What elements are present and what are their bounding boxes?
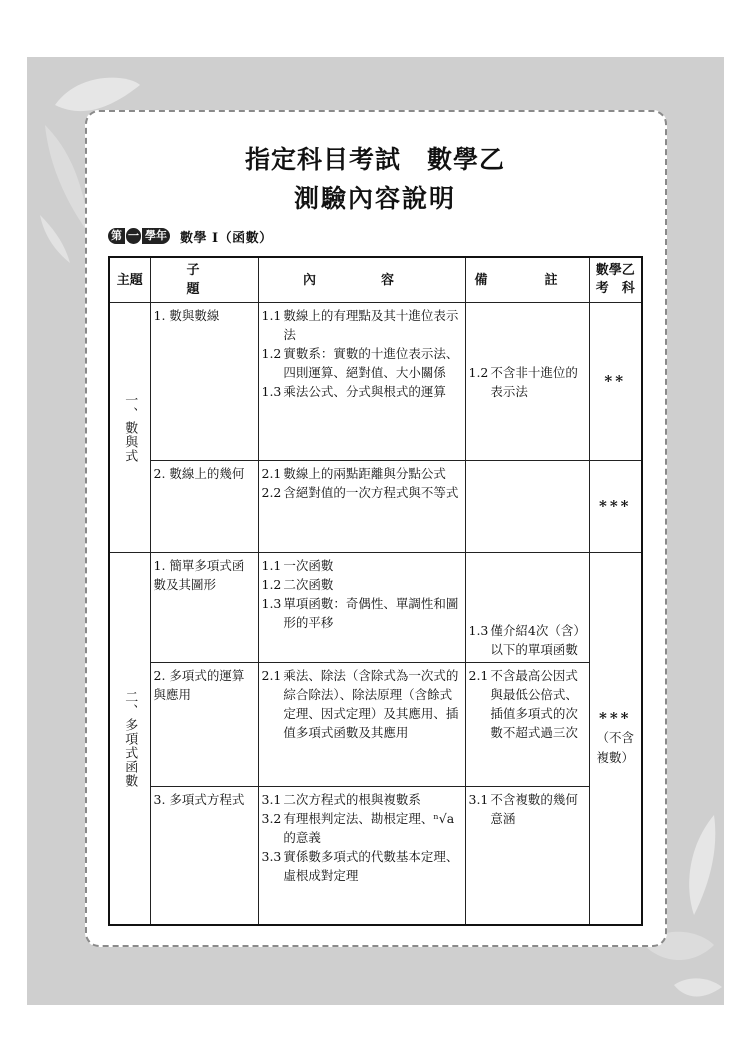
unit-header: [108, 226, 273, 246]
table-row: [109, 663, 642, 787]
note-text: 僅介紹4次（含）以下的單項函數: [490, 623, 580, 657]
content-text: 一次函數: [283, 558, 334, 573]
content-num: 2.1: [261, 668, 282, 683]
note-num: 1.3: [468, 623, 489, 638]
note-cell: [465, 461, 589, 553]
content-num: 1.2: [261, 346, 282, 361]
content-text: 有理根判定法、勘根定理、ⁿ√a 的意義: [283, 811, 455, 845]
badge-part-1: 第: [108, 228, 125, 244]
content-item: [262, 666, 462, 742]
subtopic-name: 2. 數線上的幾何: [150, 461, 258, 553]
badge-part-3: 學年: [142, 228, 170, 244]
content-num: 1.1: [261, 308, 282, 323]
subtopic-name: 3. 多項式方程式: [150, 787, 258, 926]
table-row: [109, 787, 642, 926]
content-cell: [258, 461, 465, 553]
content-text: 數線上的兩點距離與分點公式: [283, 466, 446, 481]
header-level-line2: 考 科: [595, 281, 635, 296]
content-text: 單項函數：奇偶性、單調性和圖形的平移: [283, 596, 459, 630]
content-num: 1.1: [261, 558, 282, 573]
note-num: 3.1: [468, 792, 489, 807]
content-item: [262, 382, 462, 401]
note-item: [469, 790, 586, 828]
header-level: [589, 257, 642, 303]
content-num: 1.3: [261, 596, 282, 611]
content-cell: [258, 553, 465, 663]
header-level-line1: 數學乙: [595, 263, 635, 278]
note-item: [469, 666, 586, 742]
note-item: [469, 363, 586, 401]
content-text: 二次方程式的根與複數系: [283, 792, 421, 807]
level-stars: ***: [598, 709, 632, 727]
content-text: 二次函數: [283, 577, 334, 592]
note-num: 2.1: [468, 668, 489, 683]
note-text: 不含複數的幾何意涵: [490, 792, 578, 826]
content-text: 含絕對值的一次方程式與不等式: [283, 485, 459, 500]
content-cell: [258, 303, 465, 461]
note-num: 1.2: [468, 364, 489, 380]
header-subtopic: 子 題: [150, 257, 258, 303]
header-notes: 備 註: [465, 257, 589, 303]
content-text: 數線上的有理點及其十進位表示法: [283, 308, 459, 342]
content-num: 2.1: [261, 466, 282, 481]
content-text: 實數系：實數的十進位表示法、四則運算、絕對值、大小關係: [283, 346, 459, 380]
content-num: 2.2: [261, 485, 282, 500]
note-item: [469, 621, 586, 659]
content-text: 乘法、除法（含除式為一次式的綜合除法）、除法原理（含餘式定理、因式定理）及其應用、插值多項式函數及其應用: [283, 668, 459, 740]
topic-1: 一、數與式: [109, 303, 150, 553]
content-item: [262, 847, 462, 885]
topic-2: 二、多項式函數: [109, 553, 150, 926]
note-cell: [465, 303, 589, 461]
page-title: 指定科目考試 數學乙: [244, 145, 505, 174]
table-row: [109, 461, 642, 553]
note-text: 不含非十進位的表示法: [490, 364, 578, 399]
content-item: [262, 306, 462, 344]
level-note: （不含複數）: [596, 730, 634, 765]
header-content: 內 容: [258, 257, 465, 303]
subtopic-name: 1. 數與數線: [150, 303, 258, 461]
content-item: [262, 556, 462, 575]
content-item: [262, 464, 462, 483]
content-num: 1.2: [261, 577, 282, 592]
content-item: [262, 790, 462, 809]
content-cell: [258, 663, 465, 787]
content-item: [262, 594, 462, 632]
badge-part-2: 一: [128, 229, 139, 242]
page-subtitle: 測驗內容說明: [293, 184, 456, 213]
level-cell: ***: [589, 461, 642, 553]
level-cell: **: [589, 303, 642, 461]
content-num: 3.3: [261, 849, 282, 864]
content-cell: [258, 787, 465, 926]
subtopic-name: 2. 多項式的運算與應用: [150, 663, 258, 787]
syllabus-table: [108, 256, 643, 926]
note-cell: [465, 553, 589, 663]
table-header-row: [109, 257, 642, 303]
table-row: [109, 553, 642, 663]
note-text: 不含最高公因式與最低公倍式、插值多項式的次數不超式過三次: [490, 668, 578, 740]
content-num: 3.1: [261, 792, 282, 807]
table-row: [109, 303, 642, 461]
level-cell: [589, 553, 642, 926]
content-item: [262, 344, 462, 382]
unit-badge: [108, 228, 170, 244]
content-item: [262, 809, 462, 847]
content-num: 3.2: [261, 811, 282, 826]
content-item: [262, 575, 462, 594]
note-cell: [465, 663, 589, 787]
content-text: 乘法公式、分式與根式的運算: [283, 384, 446, 399]
note-cell: [465, 787, 589, 926]
content-text: 實係數多項式的代數基本定理、虛根成對定理: [283, 849, 459, 883]
content-item: [262, 483, 462, 502]
unit-title: 數學 I（函數）: [180, 230, 273, 246]
header-topic: 主題: [109, 257, 150, 303]
content-num: 1.3: [261, 384, 282, 399]
subtopic-name: 1. 簡單多項式函數及其圖形: [150, 553, 258, 663]
